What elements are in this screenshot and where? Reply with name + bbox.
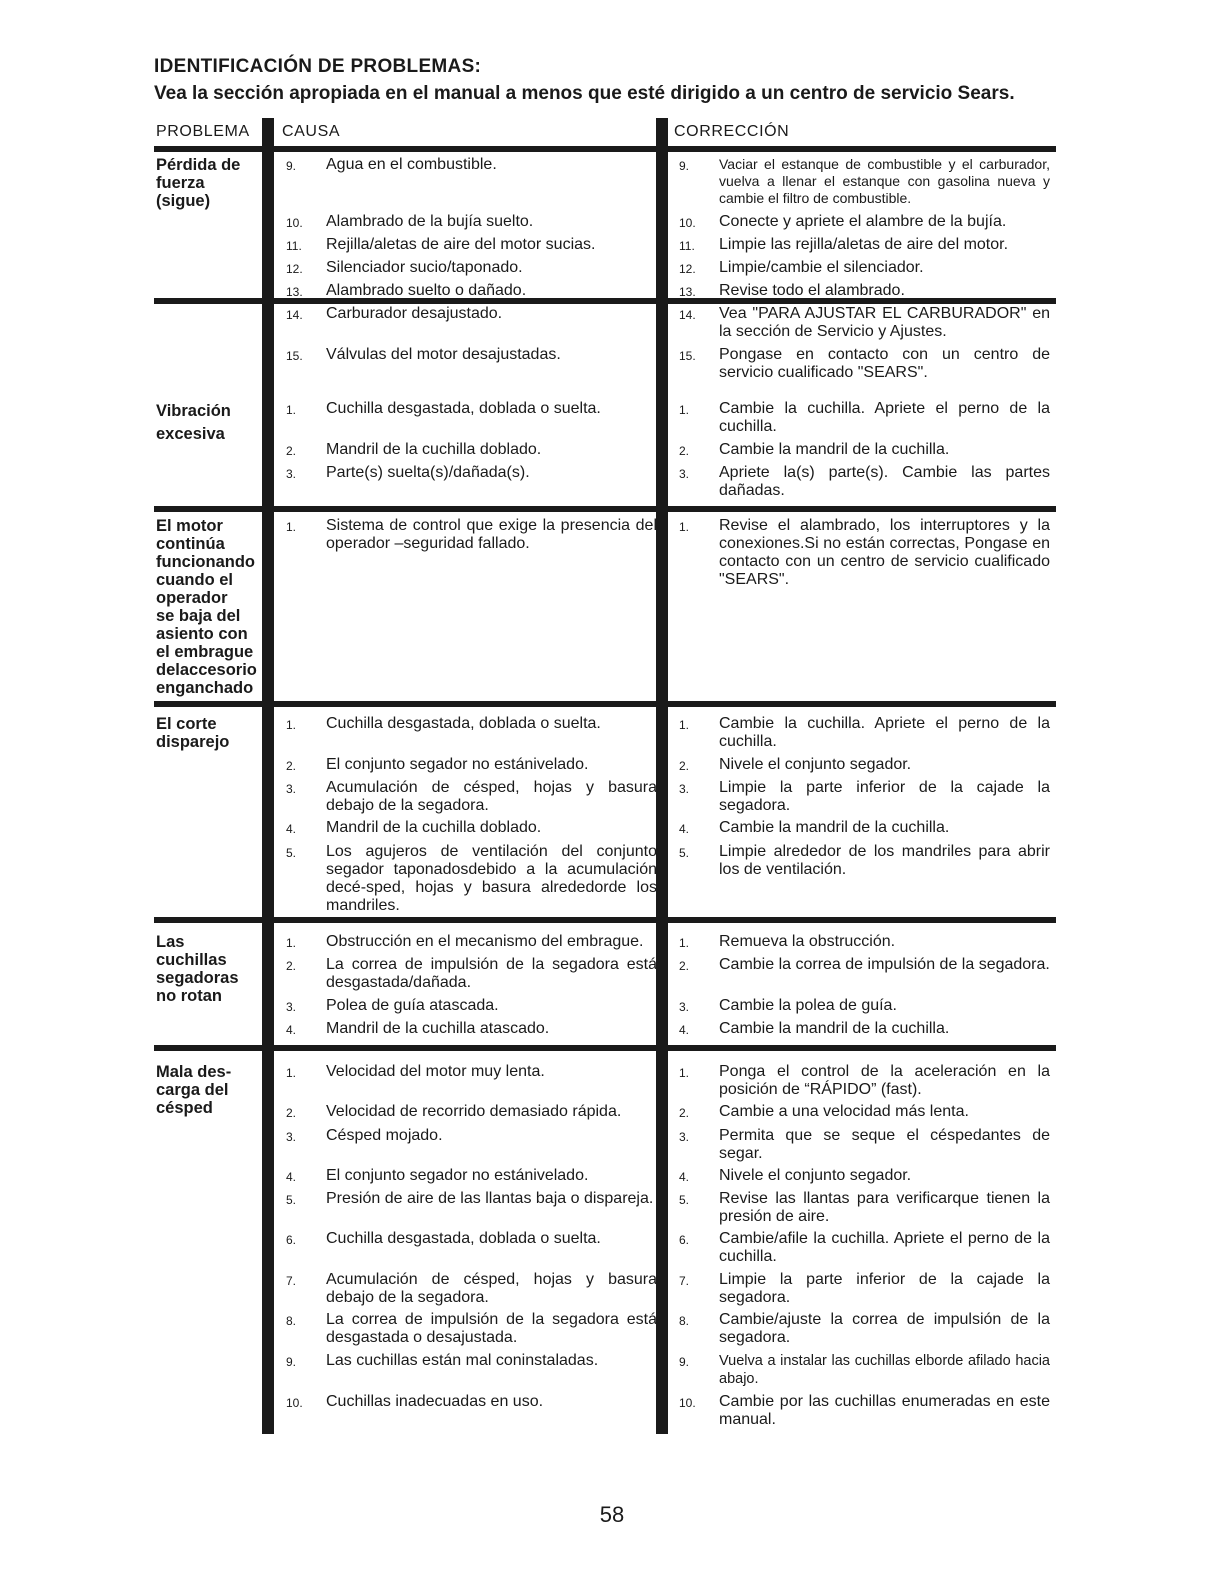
problem-label: Pérdida de fuerza (sigue) [156,156,241,210]
cause-text: Mandril de la cuchilla atascado. [326,1020,550,1037]
correction-text: Cambie la cuchilla. Apriete el perno de la cuchilla. [719,715,1050,750]
correction-text: Nivele el conjunto segador. [719,1167,912,1184]
correction-number: 3. [679,1000,690,1014]
correction-text: Revise el alambrado, los interruptores y la conexiones.Si no están correctas, Pongase en contacto con un centro de servicio cualificado "SEARS". [719,517,1050,588]
cause-text: Mandril de la cuchilla doblado. [326,819,542,836]
correction-number: 13. [679,285,696,299]
cause-number: 4. [286,822,297,836]
cause-number: 3. [286,467,297,481]
correction-number: 15. [679,349,696,363]
correction-number: 2. [679,759,690,773]
cause-number: 10. [286,216,303,230]
cause-number: 1. [286,1066,297,1080]
correction-number: 1. [679,936,690,950]
correction-number: 2. [679,959,690,973]
correction-number: 11. [679,239,695,253]
cause-text: Césped mojado. [326,1127,443,1144]
correction-text: Cambie la cuchilla. Apriete el perno de la cuchilla. [719,400,1050,435]
correction-number: 10. [679,1396,696,1410]
correction-text: Cambie a una velocidad más lenta. [719,1103,969,1120]
cause-number: 6. [286,1233,297,1247]
cause-number: 9. [286,159,297,173]
page-title: IDENTIFICACIÓN DE PROBLEMAS: [154,56,482,77]
cause-text: Polea de guía atascada. [326,997,499,1014]
correction-text: Remueva la obstrucción. [719,933,896,950]
section-rule [154,1045,1056,1051]
cause-number: 4. [286,1170,297,1184]
section-rule [154,917,1056,923]
correction-number: 8. [679,1314,690,1328]
correction-text: Ponga el control de la aceleración en la posición de “RÁPIDO” (fast). [719,1063,1050,1098]
cause-text: Alambrado de la bujía suelto. [326,213,534,230]
correction-text: Cambie/ajuste la correa de impulsión de la segadora. [719,1311,1050,1346]
cause-number: 10. [286,1396,303,1410]
correction-text: Vea "PARA AJUSTAR EL CARBURADOR" en la sección de Servicio y Ajustes. [719,305,1050,340]
cause-number: 1. [286,718,297,732]
correction-number: 5. [679,1193,690,1207]
correction-number: 1. [679,1066,690,1080]
correction-text: Limpie alrededor de los mandriles para abrir los de ventilación. [719,843,1050,878]
cause-text: Obstrucción en el mecanismo del embrague. [326,933,644,950]
correction-number: 9. [679,1355,690,1369]
correction-text: Cambie la correa de impulsión de la segadora. [719,956,1050,973]
cause-text: El conjunto segador no estánivelado. [326,1167,589,1184]
cause-number: 11. [286,239,302,253]
cause-number: 14. [286,308,303,322]
cause-text: Mandril de la cuchilla doblado. [326,441,542,458]
column-header-correction: CORRECCIÓN [674,123,790,140]
cause-text: La correa de impulsión de la segadora está desgastada o desajustada. [326,1311,657,1346]
correction-number: 5. [679,846,690,860]
cause-number: 3. [286,782,297,796]
correction-text: Pongase en contacto con un centro de servicio cualificado "SEARS". [719,346,1050,381]
cause-number: 13. [286,285,303,299]
header-rule [154,146,1056,152]
correction-number: 4. [679,822,690,836]
section-rule [154,701,1056,707]
correction-text: Nivele el conjunto segador. [719,756,912,773]
correction-number: 3. [679,1130,690,1144]
cause-text: Sistema de control que exige la presencia del operador –seguridad fallado. [326,517,657,552]
cause-text: La correa de impulsión de la segadora está desgastada/dañada. [326,956,657,991]
column-header-cause: CAUSA [282,123,341,140]
cause-number: 3. [286,1130,297,1144]
correction-number: 2. [679,1106,690,1120]
cause-text: Agua en el combustible. [326,156,497,173]
correction-text: Cambie la mandril de la cuchilla. [719,441,950,458]
correction-number: 1. [679,520,690,534]
cause-text: Válvulas del motor desajustadas. [326,346,561,363]
correction-text: Revise todo el alambrado. [719,282,905,299]
cause-number: 3. [286,1000,297,1014]
page-subtitle: Vea la sección apropiada en el manual a menos que esté dirigido a un centro de servicio Sears. [154,83,1015,104]
correction-number: 14. [679,308,696,322]
correction-number: 10. [679,216,696,230]
correction-text: Cambie/afile la cuchilla. Apriete el perno de la cuchilla. [719,1230,1050,1265]
problem-label: Vibración excesiva [156,402,231,443]
cause-text: Acumulación de césped, hojas y basura debajo de la segadora. [326,1271,657,1306]
correction-text: Limpie la parte inferior de la cajade la segadora. [719,779,1050,814]
cause-number: 1. [286,520,297,534]
correction-number: 3. [679,467,690,481]
cause-number: 5. [286,846,297,860]
cause-text: Acumulación de césped, hojas y basura debajo de la segadora. [326,779,657,814]
correction-text: Apriete la(s) parte(s). Cambie las partes dañadas. [719,464,1050,499]
cause-text: El conjunto segador no estánivelado. [326,756,589,773]
correction-number: 7. [679,1274,690,1288]
correction-number: 1. [679,718,690,732]
correction-number: 4. [679,1023,690,1037]
cause-text: Presión de aire de las llantas baja o dispareja. [326,1190,654,1207]
problem-label: El corte disparejo [156,715,230,751]
problem-label: El motor continúa funcionando cuando el operador se baja del asiento con el embrague delaccesorio enganchado [156,517,257,697]
correction-number: 6. [679,1233,690,1247]
section-rule [154,506,1056,512]
column-divider-right [656,118,668,1434]
correction-text: Limpie la parte inferior de la cajade la segadora. [719,1271,1050,1306]
cause-number: 7. [286,1274,297,1288]
cause-text: Cuchilla desgastada, doblada o suelta. [326,1230,601,1247]
column-divider-left [262,118,274,1434]
correction-text: Limpie las rejilla/aletas de aire del motor. [719,236,1009,253]
column-header-problem: PROBLEMA [156,123,250,140]
cause-number: 2. [286,959,297,973]
correction-text: Limpie/cambie el silenciador. [719,259,924,276]
cause-number: 4. [286,1023,297,1037]
cause-text: Cuchillas inadecuadas en uso. [326,1393,544,1410]
correction-text: Revise las llantas para verificarque tienen la presión de aire. [719,1190,1050,1225]
cause-text: Las cuchillas están mal coninstaladas. [326,1352,599,1369]
cause-text: Cuchilla desgastada, doblada o suelta. [326,715,601,732]
correction-text: Vuelva a instalar las cuchillas elborde afilado hacia abajo. [719,1353,1050,1387]
cause-text: Velocidad de recorrido demasiado rápida. [326,1103,622,1120]
problem-label: Mala des- carga del césped [156,1063,232,1117]
cause-text: Carburador desajustado. [326,305,503,322]
cause-text: Los agujeros de ventilación del conjunto segador taponadosdebido a la acumulación decé-sped, hojas y basura alrededorde los mandriles. [326,843,657,914]
correction-number: 1. [679,403,690,417]
cause-number: 2. [286,1106,297,1120]
correction-text: Conecte y apriete el alambre de la bujía. [719,213,1007,230]
cause-number: 12. [286,262,303,276]
correction-number: 9. [679,159,690,173]
cause-number: 2. [286,759,297,773]
correction-number: 2. [679,444,690,458]
cause-number: 8. [286,1314,297,1328]
correction-number: 12. [679,262,696,276]
cause-text: Cuchilla desgastada, doblada o suelta. [326,400,601,417]
correction-text: Cambie la polea de guía. [719,997,897,1014]
cause-number: 5. [286,1193,297,1207]
cause-text: Silenciador sucio/taponado. [326,259,523,276]
cause-text: Rejilla/aletas de aire del motor sucias. [326,236,596,253]
cause-number: 15. [286,349,303,363]
correction-number: 3. [679,782,690,796]
cause-number: 1. [286,936,297,950]
correction-text: Permita que se seque el céspedantes de segar. [719,1127,1050,1162]
cause-number: 2. [286,444,297,458]
problem-label: Las cuchillas segadoras no rotan [156,933,239,1005]
page-number: 58 [599,1502,625,1527]
correction-text: Cambie la mandril de la cuchilla. [719,1020,950,1037]
cause-text: Velocidad del motor muy lenta. [326,1063,545,1080]
cause-number: 1. [286,403,297,417]
correction-text: Cambie la mandril de la cuchilla. [719,819,950,836]
correction-text: Vaciar el estanque de combustible y el carburador, vuelva a llenar el estanque con gasolina nueva y cambie el filtro de combustible. [719,156,1050,206]
cause-text: Parte(s) suelta(s)/dañada(s). [326,464,530,481]
correction-number: 4. [679,1170,690,1184]
correction-text: Cambie por las cuchillas enumeradas en este manual. [719,1393,1050,1428]
cause-text: Alambrado suelto o dañado. [326,282,527,299]
cause-number: 9. [286,1355,297,1369]
